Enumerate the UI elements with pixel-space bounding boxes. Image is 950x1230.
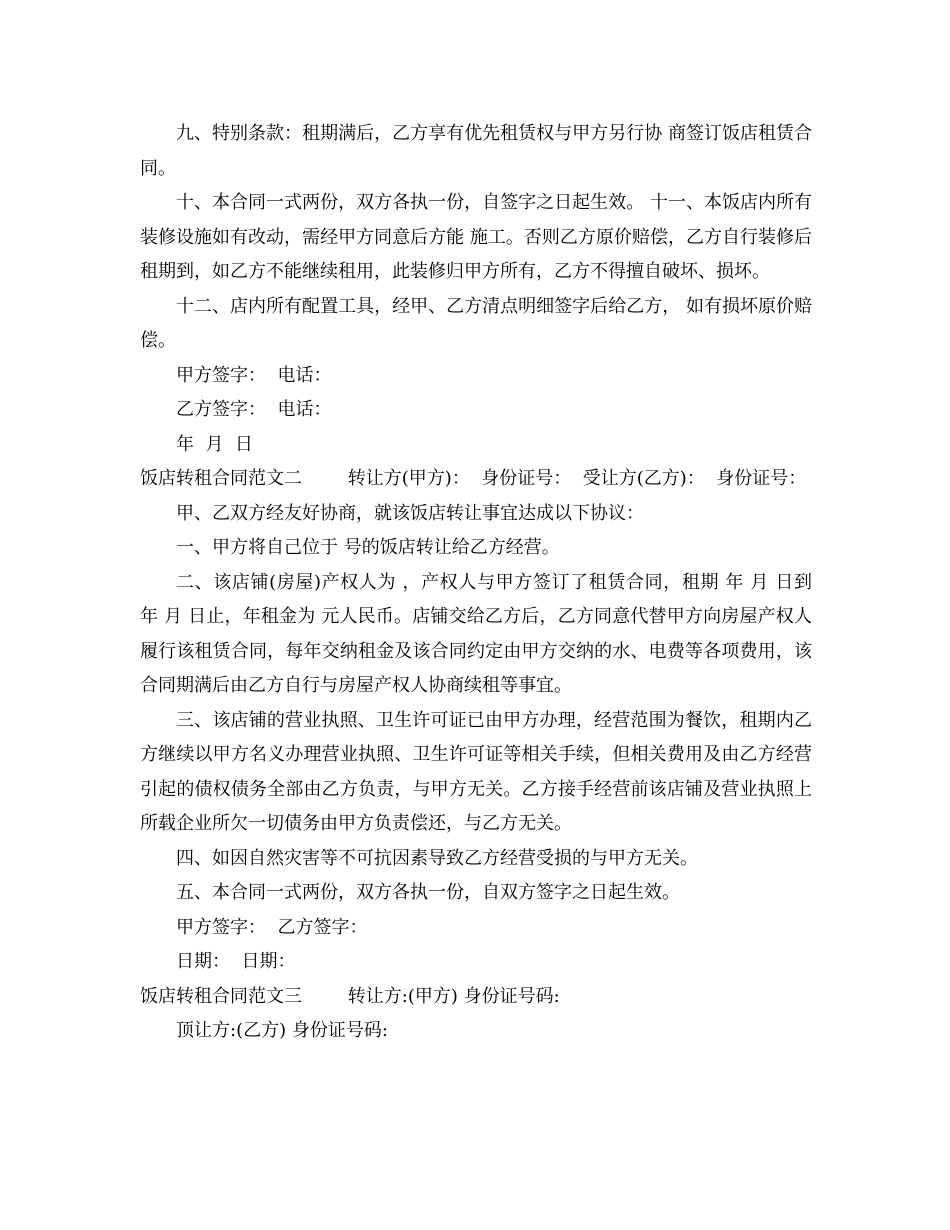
document-body <box>140 117 812 1049</box>
contract-2-intro: 甲、乙双方经友好协商，就该饭店转让事宜达成以下协议： <box>176 502 644 524</box>
date-line: 年 月 日 <box>176 433 253 455</box>
contract-2-signatures: 甲方签字： 乙方签字： <box>176 916 368 938</box>
contract-2-clause-3: 三、该店铺的营业执照、卫生许可证已由甲方办理，经营范围为餐饮，租期内乙方继续以甲方名义办理营业执照、卫生许可证等相关手续，但相关费用及由乙方经营引起的债权债务全部由乙方负责，与甲方无关。乙方接手经营前该店铺及营业执照上所载企业所欠一切债务由甲方负责偿还，与乙方无关。 <box>140 709 812 834</box>
party-a-signature-line: 甲方签字： 电话： <box>176 364 332 386</box>
contract-2-clause-5: 五、本合同一式两份，双方各执一份，自双方签字之日起生效。 <box>176 882 680 903</box>
contract-2-clause-2: 二、该店铺(房屋)产权人为 ，产权人与甲方签订了租赁合同，租期 年 月 日到 年 月 日止，年租金为 元人民币。店铺交给乙方后，乙方同意代替甲方向房屋产权人履行该租赁合同，每年交纳租金及该合同约定由甲方交纳的水、电费等各项费用，该合同期满后由乙方自行与房屋产权人协商续租等事宜。 <box>140 571 812 696</box>
contract-2-clause-1: 一、甲方将自己位于 号的饭店转让给乙方经营。 <box>176 537 560 558</box>
contract-2-clause-4: 四、如因自然灾害等不可抗因素导致乙方经营受损的与甲方无关。 <box>176 847 698 869</box>
clause-10-11: 十、本合同一式两份，双方各执一份，自签字之日起生效。 十一、本饭店内所有装修设施如有改动，需经甲方同意后方能 施工。否则乙方原价赔偿，乙方自行装修后租期到，如乙方不能继续租用，此装修归甲方所有，乙方不得擅自破坏、损坏。 <box>140 192 812 282</box>
contract-3-transferee-line: 顶让方:(乙方) 身份证号码: <box>176 1020 388 1041</box>
party-b-signature-line: 乙方签字： 电话： <box>176 399 332 420</box>
contract-2-dates: 日期： 日期： <box>176 951 296 972</box>
contract-3-heading: 饭店转租合同范文三 转让方:(甲方) 身份证号码: <box>140 985 560 1007</box>
clause-12: 十二、店内所有配置工具，经甲、乙方清点明细签字后给乙方， 如有损坏原价赔偿。 <box>140 295 812 351</box>
contract-2-heading: 饭店转租合同范文二 转让方(甲方)： 身份证号： 受让方(乙方)： 身份证号： <box>140 468 807 489</box>
clause-9: 九、特别条款：租期满后，乙方享有优先租赁权与甲方另行协 商签订饭店租赁合同。 <box>140 123 812 179</box>
